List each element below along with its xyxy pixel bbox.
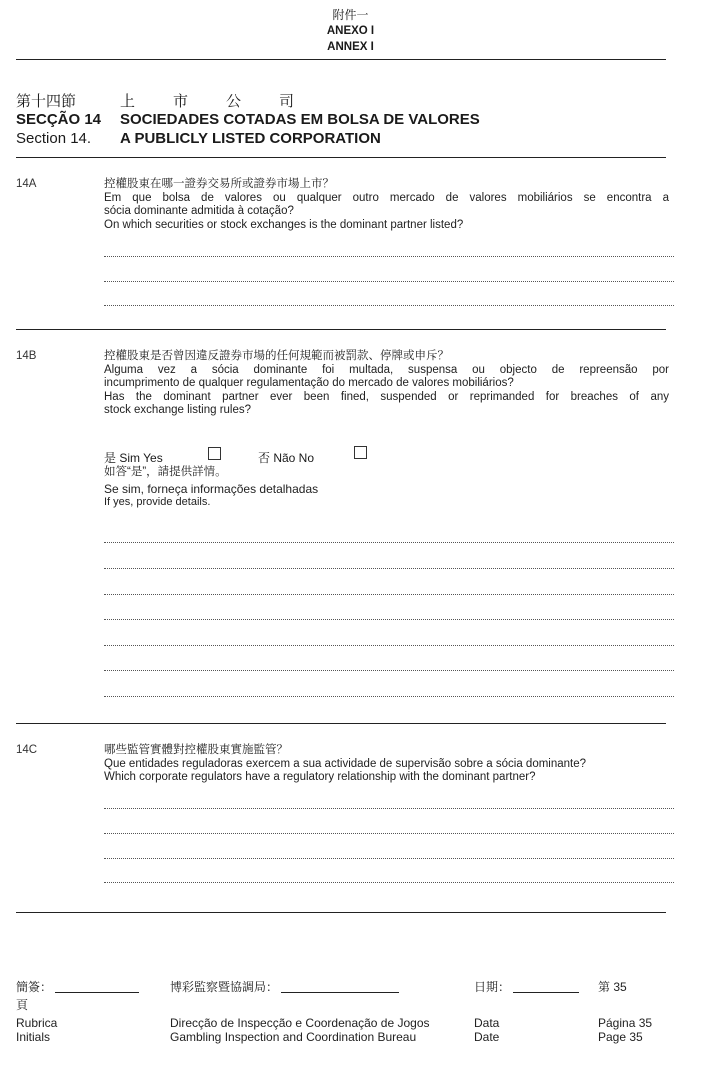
section-label-en: Section 14. — [16, 130, 92, 147]
question-14b-text — [104, 350, 669, 418]
section-label-cn: 第十四節 — [16, 93, 77, 110]
question-14c-text — [104, 744, 669, 785]
question-14a-cn: 控權股東在哪一證券交易所或證券市場上市？ — [104, 178, 334, 190]
page-label-en: Page 35 — [598, 1030, 643, 1044]
divider-14b — [16, 723, 666, 724]
question-number-14c: 14C — [16, 744, 38, 756]
question-14a-text — [104, 178, 669, 232]
answer-line-14b-2[interactable] — [104, 568, 674, 569]
section-title-cn-3: 公 — [226, 93, 242, 110]
question-14a-pt-line2: sócia dominante admitida à cotação? — [104, 205, 294, 217]
answer-line-14c-3[interactable] — [104, 858, 674, 859]
initials-field — [16, 980, 139, 994]
initials-label-cn2: 頁 — [16, 998, 29, 1012]
question-14b-en-line2: stock exchange listing rules? — [104, 404, 252, 416]
answer-line-14b-6[interactable] — [104, 670, 674, 671]
question-14a-en: On which securities or stock exchanges is the dominant partner listed? — [104, 218, 464, 231]
section-label-pt: SECÇÃO 14 — [16, 111, 102, 128]
question-14c-cn: 哪些監管實體對控權股東實施監管？ — [104, 744, 288, 756]
bureau-line[interactable] — [281, 981, 399, 993]
section-title-en: A PUBLICLY LISTED CORPORATION — [120, 130, 381, 147]
question-14b-en-line1: Has the dominant partner ever been fined, suspended or reprimanded for breaches of any — [104, 390, 669, 403]
date-line[interactable] — [513, 981, 579, 993]
answer-line-14c-4[interactable] — [104, 882, 674, 883]
question-number-14a: 14A — [16, 178, 37, 190]
bureau-label-pt: Direcção de Inspecção e Coordenação de Jogos — [170, 1016, 430, 1030]
question-14b-cn: 控權股東是否曾因違反證券市場的任何規範而被罰款、停牌或申斥？ — [104, 350, 449, 362]
yes-option — [104, 449, 163, 466]
divider-14a — [16, 329, 666, 330]
no-label: 否 Não No — [258, 451, 315, 465]
annex-label-pt: ANEXO I — [326, 25, 375, 37]
yes-checkbox[interactable] — [208, 447, 221, 460]
answer-line-14a-3[interactable] — [104, 305, 674, 306]
question-14b-pt-line2: incumprimento de qualquer regulamentação do mercado de valores mobiliários? — [104, 377, 514, 389]
initials-label-en: Initials — [16, 1030, 51, 1044]
bureau-label-cn: 博彩監察暨協調局： — [170, 980, 279, 994]
no-checkbox[interactable] — [354, 446, 367, 459]
details-instructions — [104, 466, 669, 509]
date-label-cn: 日期： — [474, 980, 511, 994]
date-field — [474, 980, 579, 994]
bureau-field — [170, 980, 399, 994]
initials-label-pt: Rubrica — [16, 1016, 58, 1030]
answer-line-14b-7[interactable] — [104, 696, 674, 697]
section-title-pt: SOCIEDADES COTADAS EM BOLSA DE VALORES — [120, 111, 480, 128]
answer-line-14b-1[interactable] — [104, 542, 674, 543]
date-label-en: Date — [474, 1030, 500, 1044]
answer-line-14b-5[interactable] — [104, 645, 674, 646]
answer-line-14c-1[interactable] — [104, 808, 674, 809]
question-14c-pt: Que entidades reguladoras exercem a sua actividade de supervisão sobre a sócia dominante? — [104, 757, 587, 770]
yes-label: 是 Sim Yes — [104, 451, 163, 465]
initials-line[interactable] — [55, 981, 139, 993]
date-label-pt: Data — [474, 1016, 500, 1030]
bureau-label-en: Gambling Inspection and Coordination Bureau — [170, 1030, 417, 1044]
section-title-cn-1: 上 — [120, 93, 136, 110]
initials-label-cn: 簡簽： — [16, 980, 53, 994]
annex-label-cn: 附件一 — [332, 8, 369, 22]
answer-line-14b-3[interactable] — [104, 594, 674, 595]
details-pt: Se sim, forneça informações detalhadas — [104, 481, 319, 496]
page-label-pt: Página 35 — [598, 1016, 653, 1030]
question-14c-en: Which corporate regulators have a regulatory relationship with the dominant partner? — [104, 771, 536, 783]
section-divider — [16, 157, 666, 158]
page-label-cn: 第 35 — [598, 980, 627, 994]
details-cn: 如答“是”，請提供詳情。 — [104, 466, 227, 478]
question-14a-pt-line1: Em que bolsa de valores ou qualquer outro mercado de valores mobiliários se encontra a — [104, 191, 669, 204]
answer-line-14c-2[interactable] — [104, 833, 674, 834]
header-divider — [16, 59, 666, 60]
no-option — [258, 449, 314, 466]
section-title-cn-2: 市 — [173, 93, 189, 110]
question-14b-pt-line1: Alguma vez a sócia dominante foi multada, suspensa ou objecto de repreensão por — [104, 363, 669, 376]
answer-line-14a-2[interactable] — [104, 281, 674, 282]
divider-14c — [16, 912, 666, 913]
section-title-cn-4: 司 — [279, 93, 295, 110]
question-number-14b: 14B — [16, 350, 37, 362]
details-en: If yes, provide details. — [104, 495, 211, 508]
answer-line-14a-1[interactable] — [104, 256, 674, 257]
answer-line-14b-4[interactable] — [104, 619, 674, 620]
annex-label-en: ANNEX I — [327, 41, 374, 53]
